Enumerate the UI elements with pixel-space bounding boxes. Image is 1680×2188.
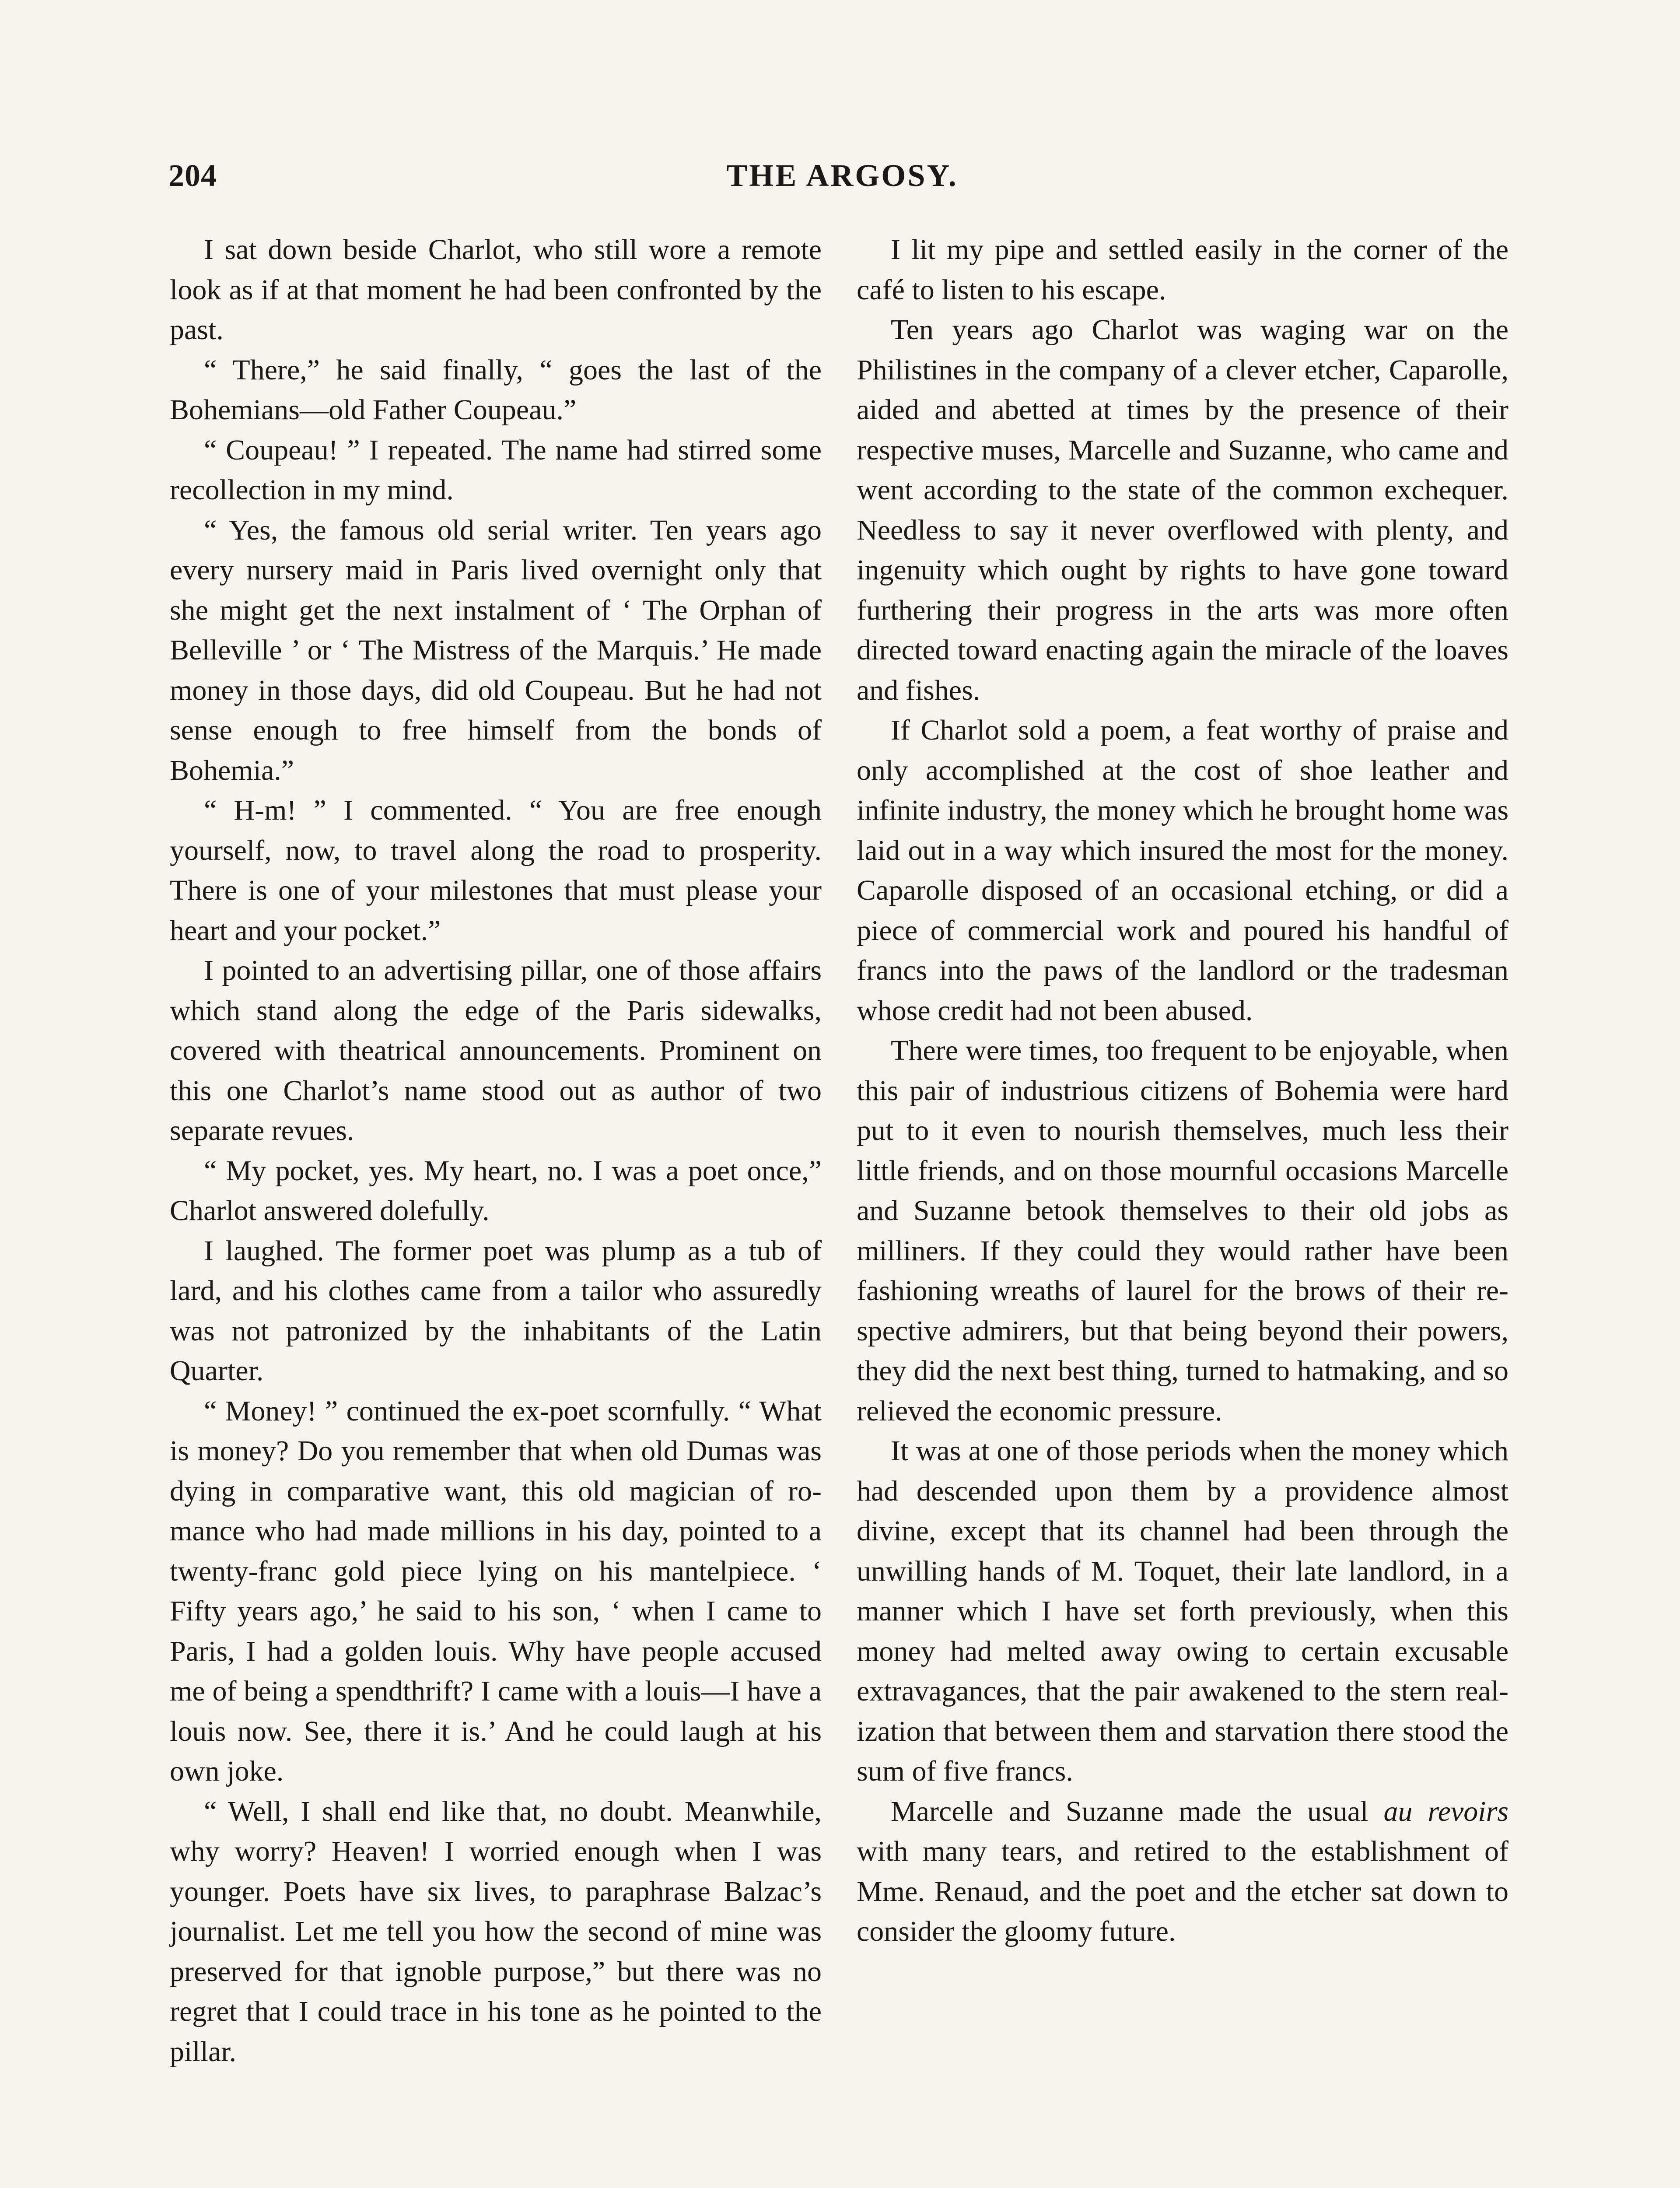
paragraph: “ H-m! ” I commented. “ You are free enough yourself, now, to travel along the road to prosperity. There is one of your milestones that must please your heart and your pocket.” <box>170 794 822 947</box>
italic-phrase: au revoirs <box>1383 1795 1509 1827</box>
paragraph: It was at one of those periods when the money which had descended upon them by a providence almost divine, except that its channel had been through the unwilling hands of M. Toquet, their late landlord, in a manner which I have set forth previously, when this money had melted away owing to certain excusable extravagances, that the pair awakened to the stern realization that between them and starvation there stood the sum of five francs. <box>857 1435 1508 1787</box>
paragraph: I lit my pipe and settled easily in the corner of the café to listen to his escape. <box>857 234 1508 306</box>
paragraph: If Charlot sold a poem, a feat worthy of praise and only accomplished at the cost of shoe leather and infinite industry, the money which he brought home was laid out in a way which insured the most for the money. Caparolle disposed of an occasional etching, or did a piece of commercial work and poured his handful of francs into the paws of the landlord or the tradesman whose credit had not been abused. <box>857 714 1508 1027</box>
paragraph: “ There,” he said finally, “ goes the last of the Bohemians—old Father Coupeau.” <box>170 354 822 426</box>
paragraph: “ Yes, the famous old serial writer. Ten years ago every nursery maid in Paris lived overnight only that she might get the next instalment of ‘ The Orphan of Belleville ’ or ‘ The Mistress of the Marquis.’ He made money in those days, did old Coupeau. But he had not sense enough to free himself from the bonds of Bohemia.” <box>170 514 822 786</box>
paragraph: “ Coupeau! ” I repeated. The name had stirred some recollection in my mind. <box>170 434 822 506</box>
page-number: 204 <box>168 158 217 193</box>
text-run: with many tears, and retired to the establishment of Mme. Renaud, and the poet and the etcher sat down to consider the gloomy future. <box>857 1835 1508 1947</box>
paragraph: There were times, too frequent to be enjoyable, when this pair of industrious citizens of Bohemia were hard put to it even to nourish themselves, much less their little friends, and on those mournful occasions Marcelle and Suzanne betook themselves to their old jobs as milliners. If they could they would rather have been fashioning wreaths of laurel for the brows of their respective admirers, but that being beyond their powers, they did the next best thing, turned to hatmaking, and so relieved the economic pressure. <box>857 1034 1508 1427</box>
paragraph-last <box>857 1792 1508 1952</box>
right-column <box>857 230 1508 1952</box>
paragraph: “ My pocket, yes. My heart, no. I was a poet once,” Charlot answered dolefully. <box>170 1154 822 1227</box>
paragraph: “ Money! ” continued the ex-poet scornfully. “ What is money? Do you remember that when old Dumas was dying in comparative want, this old magician of romance who had made millions in his day, pointed to a twenty-franc gold piece lying on his mantelpiece. ‘ Fifty years ago,’ he said to his son, ‘ when I came to Paris, I had a golden louis. Why have people accused me of being a spendthrift? I came with a louis—I have a louis now. See, there it is.’ And he could laugh at his own joke. <box>170 1395 822 1787</box>
paragraph: I laughed. The former poet was plump as a tub of lard, and his clothes came from a tailor who assuredly was not patronized by the inhabitants of the Latin Quarter. <box>170 1234 822 1387</box>
journal-title: THE ARGOSY. <box>726 158 958 193</box>
left-column <box>170 230 822 2072</box>
running-head <box>168 158 1516 206</box>
paragraph: I pointed to an advertising pillar, one of those affairs which stand along the edge of the Paris sidewalks, covered with theatrical announcements. Prominent on this one Charlot’s name stood out as author of two separate revues. <box>170 954 822 1147</box>
text-run: Marcelle and Suzanne made the usual <box>891 1795 1384 1827</box>
paragraph: “ Well, I shall end like that, no doubt. Meanwhile, why worry? Heaven! I worried enough when I was younger. Poets have six lives, to paraphrase Balzac’s journalist. Let me tell you how the second of mine was preserved for that ignoble purpose,” but there was no regret that I could trace in his tone as he pointed to the pillar. <box>170 1795 822 2068</box>
paragraph: I sat down beside Charlot, who still wore a remote look as if at that moment he had been confronted by the past. <box>170 234 822 346</box>
paragraph: Ten years ago Charlot was waging war on the Philistines in the company of a clever etcher, Caparolle, aided and abetted at times by the presence of their respective muses, Marcelle and Suzanne, who came and went according to the state of the common exchequer. Needless to say it never overflowed with plenty, and ingenuity which ought by rights to have gone toward furthering their progress in the arts was more often directed toward enacting again the miracle of the loaves and fishes. <box>857 314 1508 706</box>
